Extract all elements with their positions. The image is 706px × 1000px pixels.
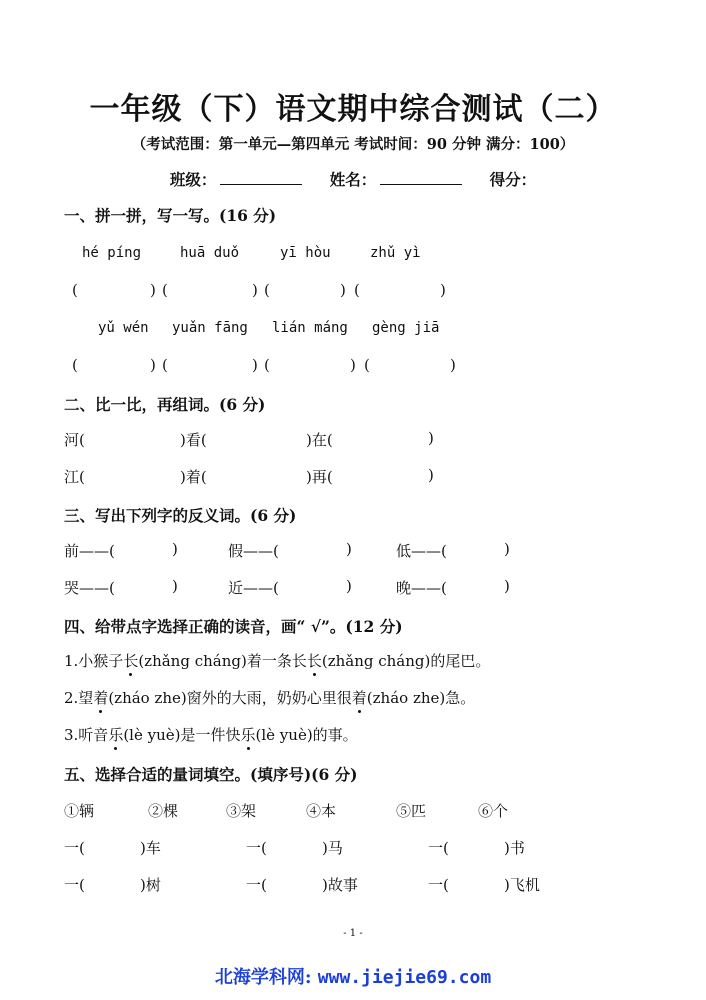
pinyin-item: lián máng bbox=[272, 320, 348, 336]
q5-cell: 一( bbox=[246, 839, 267, 857]
section-1-heading: 一、拼一拼，写一写。(16 分) bbox=[64, 206, 277, 225]
q3-cell: ) bbox=[172, 540, 178, 558]
pinyin-item: hé píng bbox=[82, 245, 142, 261]
section-4-heading: 四、给带点字选择正确的读音，画“ √”。(12 分) bbox=[64, 617, 403, 636]
open-bracket: ( bbox=[72, 281, 78, 299]
dotted-char: 乐 bbox=[108, 726, 124, 744]
q2-cell: ) bbox=[428, 466, 434, 484]
q1-pinyin-row-2 bbox=[0, 320, 706, 340]
q5-cell: )车 bbox=[140, 839, 161, 857]
footer-url-link[interactable]: www.jiejie69.com bbox=[317, 967, 492, 988]
sentence-text: 3.听音 bbox=[64, 726, 109, 744]
q5-options bbox=[0, 800, 706, 820]
q2-cell: 江( bbox=[64, 468, 85, 486]
dotted-char: 着 bbox=[351, 689, 367, 707]
q2-cell: )看( bbox=[180, 431, 207, 449]
q3-row-1 bbox=[0, 540, 706, 560]
class-blank[interactable] bbox=[220, 170, 302, 185]
pinyin-item: huā duǒ bbox=[180, 245, 240, 261]
close-bracket: ) bbox=[450, 356, 456, 374]
q2-cell: 河( bbox=[64, 431, 85, 449]
open-bracket: ( bbox=[364, 356, 370, 374]
dotted-char: 乐 bbox=[240, 726, 256, 744]
q3-cell: 低——( bbox=[396, 542, 447, 560]
footer-site-name: 北海学科网: bbox=[214, 967, 312, 988]
q5-cell: )马 bbox=[322, 839, 343, 857]
q3-cell: ) bbox=[504, 577, 510, 595]
sentence-text: (zháo zhe)急。 bbox=[366, 689, 476, 707]
q2-cell: )着( bbox=[180, 468, 207, 486]
close-bracket: ) bbox=[350, 356, 356, 374]
q1-answer-row-2 bbox=[0, 356, 706, 376]
section-2-heading: 二、比一比，再组词。(6 分) bbox=[64, 395, 266, 414]
close-bracket: ) bbox=[252, 281, 258, 299]
option-item: ⑥个 bbox=[478, 802, 509, 820]
q5-cell: 一( bbox=[64, 876, 85, 894]
option-item: ③架 bbox=[226, 802, 257, 820]
page-title: 一年级（下）语文期中综合测试（二） bbox=[89, 92, 617, 127]
q3-cell: ) bbox=[346, 540, 352, 558]
open-bracket: ( bbox=[162, 356, 168, 374]
sentence-text: 2.望 bbox=[64, 689, 94, 707]
q3-cell: ) bbox=[172, 577, 178, 595]
q5-cell: )故事 bbox=[322, 876, 358, 894]
q2-cell: )在( bbox=[306, 431, 333, 449]
option-item: ⑤匹 bbox=[396, 802, 427, 820]
close-bracket: ) bbox=[150, 281, 156, 299]
q3-cell: 假——( bbox=[228, 542, 279, 560]
option-item: ④本 bbox=[306, 802, 337, 820]
open-bracket: ( bbox=[162, 281, 168, 299]
pinyin-item: zhǔ yì bbox=[370, 245, 421, 261]
pinyin-item: gèng jiā bbox=[372, 320, 440, 336]
sentence-text: (zhǎng cháng)的尾巴。 bbox=[321, 652, 491, 670]
q3-cell: 晚——( bbox=[396, 579, 447, 597]
q5-cell: 一( bbox=[428, 876, 449, 894]
sentence-text: 1.小猴子 bbox=[64, 652, 124, 670]
close-bracket: ) bbox=[252, 356, 258, 374]
q5-cell: )飞机 bbox=[504, 876, 540, 894]
q4-sentence-1 bbox=[64, 650, 490, 671]
q1-pinyin-row-1 bbox=[0, 245, 706, 265]
section-3-heading: 三、写出下列字的反义词。(6 分) bbox=[64, 506, 297, 525]
pinyin-item: yuǎn fāng bbox=[172, 320, 248, 336]
dotted-char: 长 bbox=[306, 652, 322, 670]
q3-cell: ) bbox=[504, 540, 510, 558]
section-5-heading: 五、选择合适的量词填空。(填序号)(6 分) bbox=[64, 765, 358, 784]
q3-cell: ) bbox=[346, 577, 352, 595]
score-label: 得分： bbox=[489, 170, 537, 189]
q2-cell: )再( bbox=[306, 468, 333, 486]
close-bracket: ) bbox=[150, 356, 156, 374]
close-bracket: ) bbox=[440, 281, 446, 299]
open-bracket: ( bbox=[354, 281, 360, 299]
q5-cell: )树 bbox=[140, 876, 161, 894]
open-bracket: ( bbox=[264, 356, 270, 374]
dotted-char: 长 bbox=[123, 652, 139, 670]
sentence-text: (lè yuè)是一件快 bbox=[123, 726, 241, 744]
name-label: 姓名： bbox=[329, 170, 377, 189]
sentence-text: (lè yuè)的事。 bbox=[255, 726, 358, 744]
option-item: ①辆 bbox=[64, 802, 95, 820]
q4-sentence-3 bbox=[64, 724, 358, 745]
open-bracket: ( bbox=[264, 281, 270, 299]
exam-info: （考试范围：第一单元—第四单元 考试时间：90 分钟 满分：100） bbox=[131, 136, 575, 153]
q3-cell: 前——( bbox=[64, 542, 115, 560]
q2-row-2 bbox=[0, 466, 706, 486]
q4-sentence-2 bbox=[64, 687, 475, 708]
q5-cell: )书 bbox=[504, 839, 525, 857]
pinyin-item: yī hòu bbox=[280, 245, 331, 261]
q5-cell: 一( bbox=[64, 839, 85, 857]
dotted-char: 着 bbox=[93, 689, 109, 707]
name-blank[interactable] bbox=[380, 170, 462, 185]
q3-row-2 bbox=[0, 577, 706, 597]
page-number: - 1 - bbox=[343, 928, 363, 939]
option-item: ②棵 bbox=[148, 802, 179, 820]
q2-row-1 bbox=[0, 429, 706, 449]
class-label: 班级： bbox=[169, 170, 217, 189]
open-bracket: ( bbox=[72, 356, 78, 374]
footer-watermark[interactable] bbox=[0, 963, 706, 989]
q5-cell: 一( bbox=[246, 876, 267, 894]
q5-row-2 bbox=[0, 874, 706, 894]
q1-answer-row-1 bbox=[0, 281, 706, 301]
sentence-text: (zhǎng cháng)着一条长 bbox=[138, 652, 307, 670]
q3-cell: 近——( bbox=[228, 579, 279, 597]
pinyin-item: yǔ wén bbox=[98, 320, 149, 336]
q5-row-1 bbox=[0, 837, 706, 857]
q2-cell: ) bbox=[428, 429, 434, 447]
close-bracket: ) bbox=[340, 281, 346, 299]
student-info-line bbox=[0, 168, 706, 190]
sentence-text: (zháo zhe)窗外的大雨，奶奶心里很 bbox=[108, 689, 352, 707]
q5-cell: 一( bbox=[428, 839, 449, 857]
q3-cell: 哭——( bbox=[64, 579, 115, 597]
